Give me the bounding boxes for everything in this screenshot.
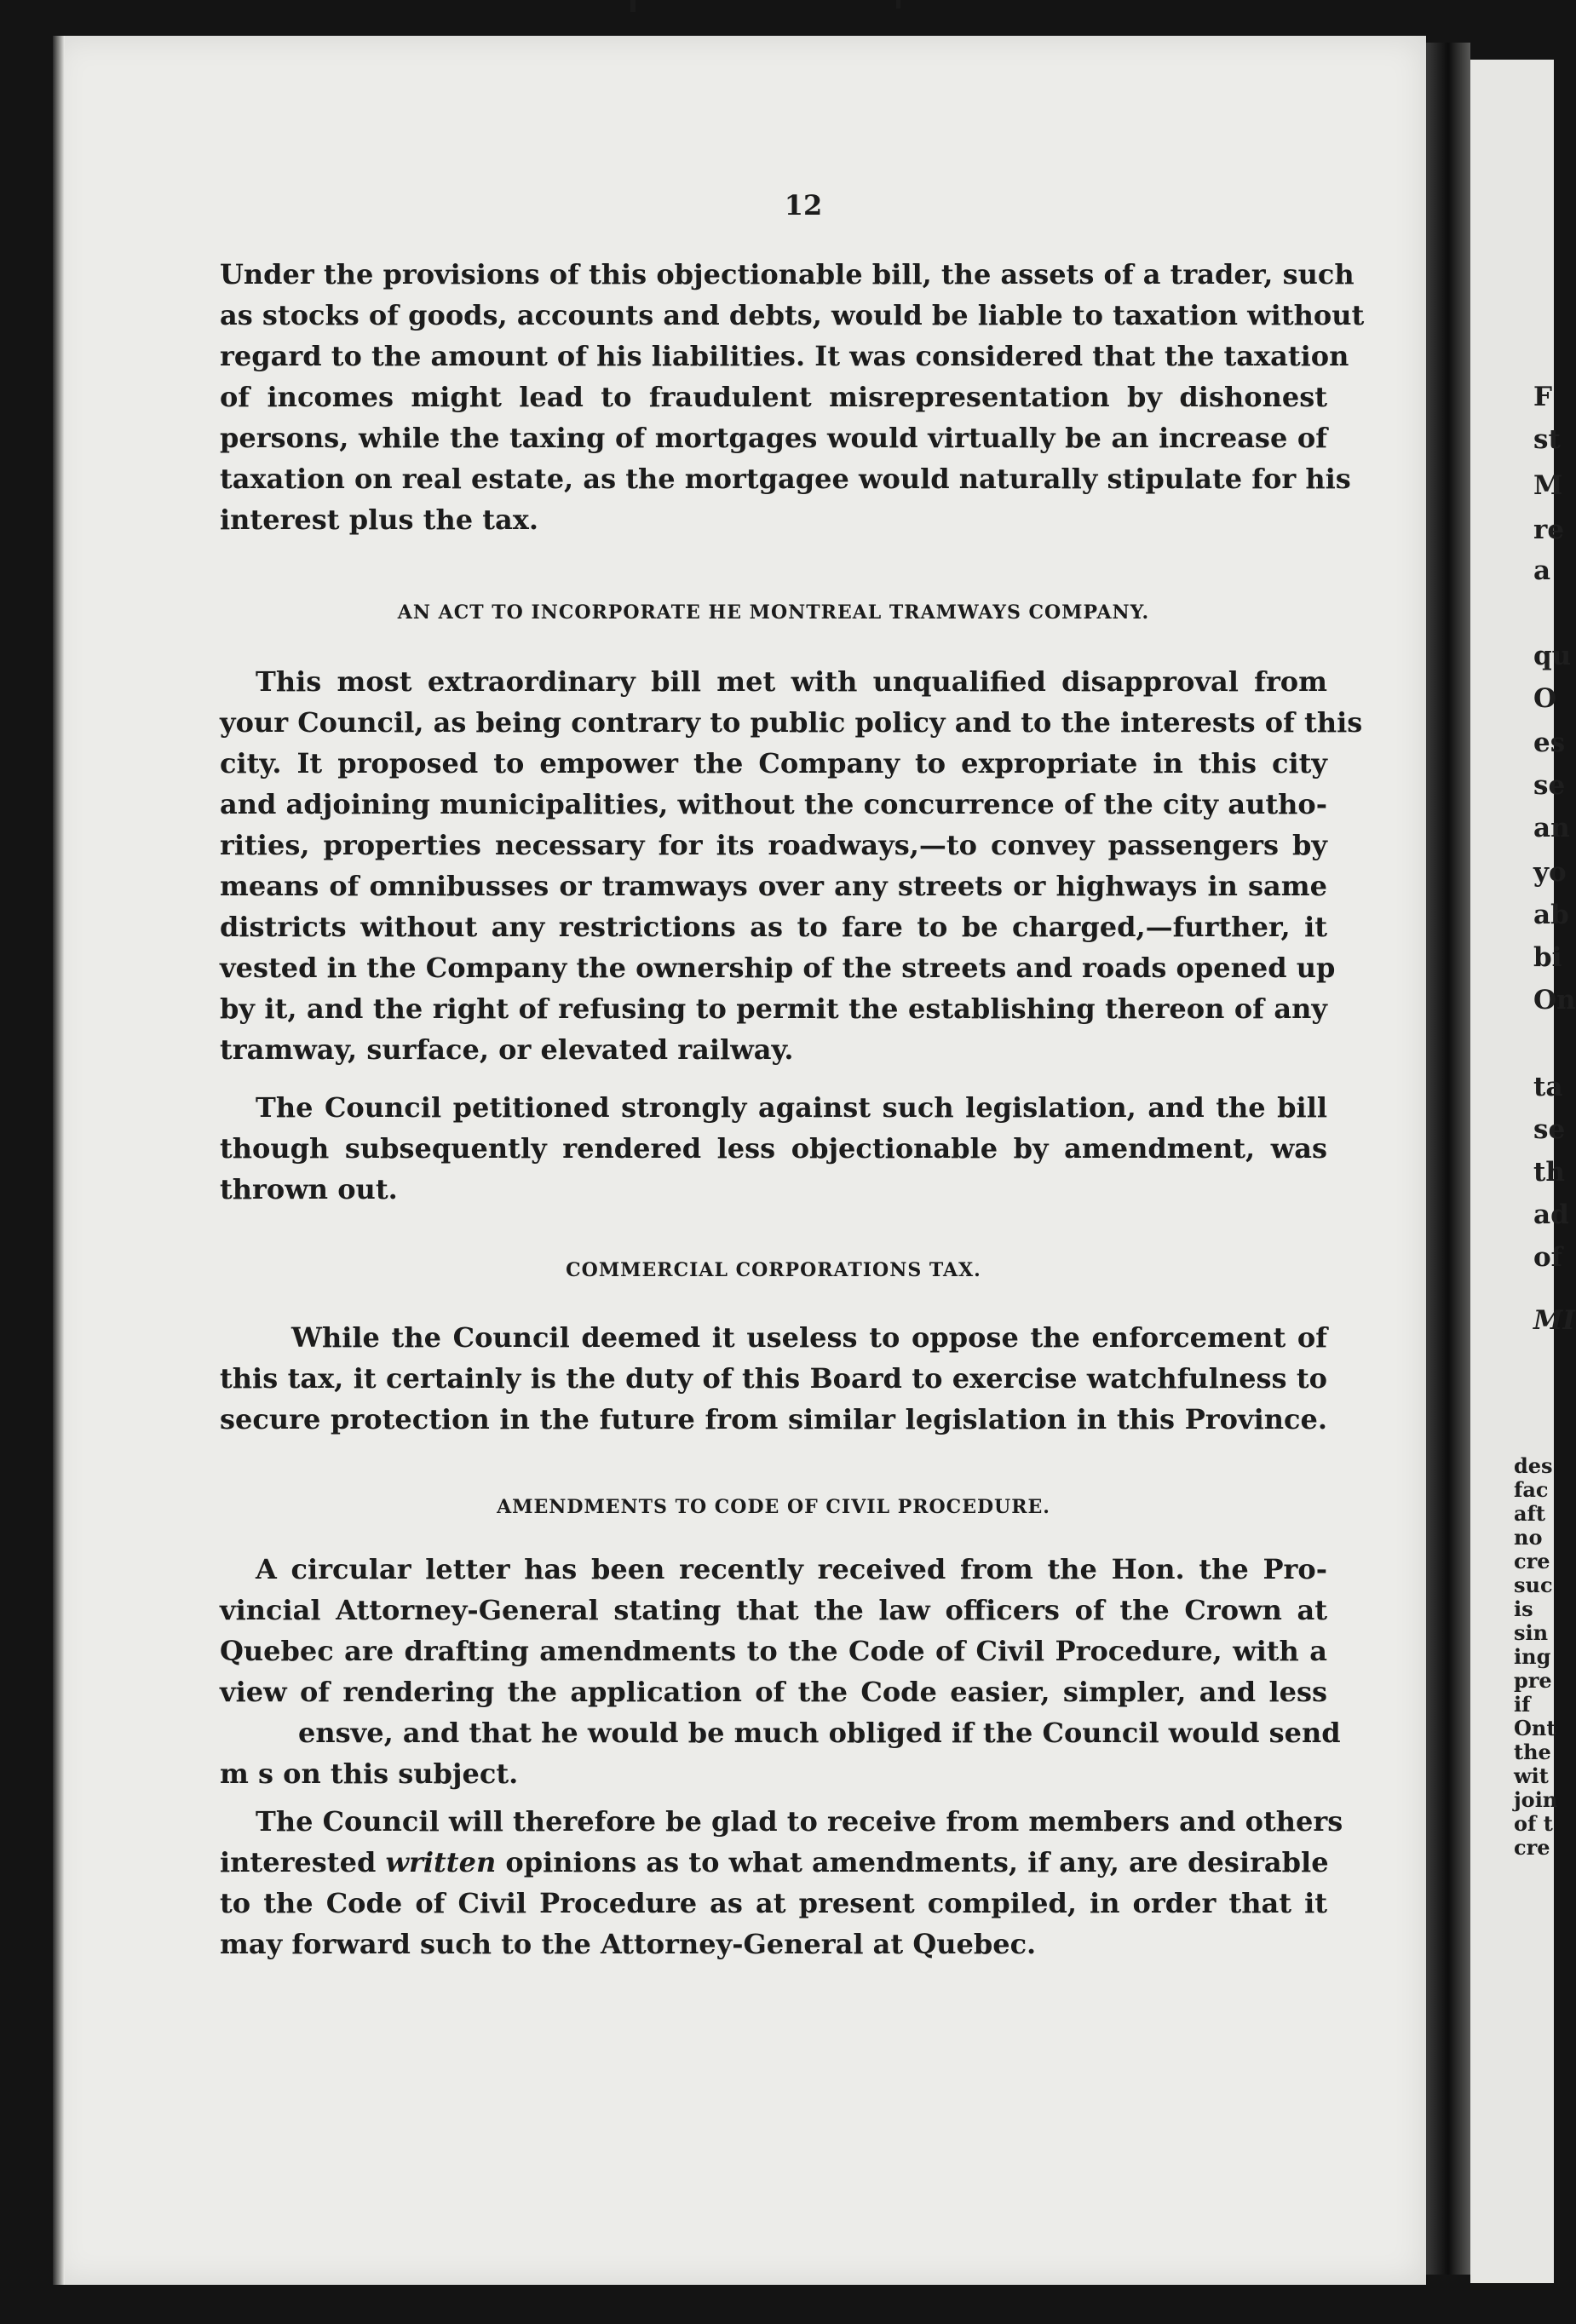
facing-fragment: is xyxy=(1514,1596,1533,1621)
text-line: The Council petitioned strongly against such legislation, and the bill xyxy=(256,1091,1327,1124)
text-line: Under the provisions of this objectionable bill, the assets of a trader, such xyxy=(220,258,1355,290)
text-line: view of rendering the application of the Code easier, simpler, and less xyxy=(220,1676,1327,1708)
text-line: vested in the Company the ownership of the streets and roads opened up xyxy=(220,952,1336,984)
text-line: means of omnibusses or tramways over any streets or highways in same xyxy=(220,870,1327,902)
facing-fragment: the xyxy=(1514,1740,1551,1764)
intro-paragraph xyxy=(220,254,1365,540)
facing-fragment: of t xyxy=(1514,1811,1553,1836)
text-line: m s on this subject. xyxy=(220,1757,519,1790)
facing-fragment: On xyxy=(1533,985,1576,1015)
text-line: of incomes might lead to fraudulent misrepresentation by dishonest xyxy=(220,381,1327,413)
emphasis-written: written xyxy=(385,1846,497,1878)
book-gutter xyxy=(1426,43,1470,2275)
scan-mark xyxy=(630,0,636,12)
facing-fragment: cre xyxy=(1514,1549,1550,1573)
text-line: tramway, surface, or elevated railway. xyxy=(220,1033,794,1066)
facing-fragment: aft xyxy=(1514,1501,1545,1526)
text-line: This most extraordinary bill met with unqualified disapproval from xyxy=(256,665,1327,698)
text-line: rities, properties necessary for its roadways,—to convey passengers by xyxy=(220,829,1327,861)
facing-fragment: ing xyxy=(1514,1644,1551,1669)
tramways-paragraph-1 xyxy=(220,661,1363,1070)
facing-fragment: qu xyxy=(1533,641,1572,671)
text-line: regard to the amount of his liabilities. It was considered that the taxation xyxy=(220,340,1349,372)
text-line: your Council, as being contrary to public policy and to the interests of this xyxy=(220,706,1363,739)
text-line: thrown out. xyxy=(220,1173,398,1205)
text-line: secure protection in the future from similar legislation in this Province. xyxy=(220,1403,1327,1435)
facing-fragment: yo xyxy=(1533,857,1567,888)
text-line: city. It proposed to empower the Company to expropriate in this city xyxy=(220,747,1327,779)
facing-fragment: join xyxy=(1514,1787,1558,1812)
facing-fragment: ta xyxy=(1533,1072,1563,1102)
text-line: Quebec are drafting amendments to the Code of Civil Procedure, with a xyxy=(220,1635,1327,1667)
facing-fragment: no xyxy=(1514,1525,1543,1550)
facing-fragment: wit xyxy=(1514,1763,1549,1788)
text-line: ensve, and that he would be much obliged if the Council would send xyxy=(298,1717,1341,1749)
section-heading-tramways: AN ACT TO INCORPORATE HE MONTREAL TRAMWAYS COMPANY. xyxy=(397,601,1150,624)
scan-mark xyxy=(896,0,900,9)
text-segment: interested xyxy=(220,1846,386,1878)
text-line: persons, while the taxing of mortgages would virtually be an increase of xyxy=(220,422,1327,454)
text-line: this tax, it certainly is the duty of this Board to exercise watchfulness to xyxy=(220,1362,1327,1395)
commercial-paragraph xyxy=(220,1317,1327,1440)
facing-fragment: O xyxy=(1533,683,1557,714)
text-line: though subsequently rendered less objectionable by amendment, was xyxy=(220,1132,1327,1165)
text-line: vincial Attorney-General stating that the law officers of the Crown at xyxy=(220,1594,1327,1626)
facing-fragment: st xyxy=(1533,424,1561,455)
facing-fragment: th xyxy=(1533,1157,1565,1188)
facing-fragment: a xyxy=(1533,555,1551,586)
facing-fragment: of xyxy=(1533,1242,1563,1273)
facing-fragment: sin xyxy=(1514,1620,1549,1645)
facing-fragment: ab xyxy=(1533,900,1569,930)
section-heading-civil-procedure: AMENDMENTS TO CODE OF CIVIL PROCEDURE. xyxy=(497,1496,1050,1518)
facing-fragment: MI xyxy=(1533,1305,1575,1336)
text-line: as stocks of goods, accounts and debts, would be liable to taxation without xyxy=(220,299,1365,331)
text-segment: opinions as to what amendments, if any, are desirable xyxy=(496,1846,1329,1878)
facing-fragment: Ont xyxy=(1514,1716,1556,1740)
facing-fragment: es xyxy=(1533,728,1566,758)
text-line: taxation on real estate, as the mortgagee would naturally stipulate for his xyxy=(220,463,1351,495)
text-line: While the Council deemed it useless to oppose the enforcement of xyxy=(291,1321,1327,1354)
facing-fragment: M xyxy=(1533,470,1563,501)
facing-fragment: se xyxy=(1533,770,1566,801)
text-line: and adjoining municipalities, without the concurrence of the city autho- xyxy=(220,788,1327,820)
page-number: 12 xyxy=(784,189,823,221)
text-line: districts without any restrictions as to fare to be charged,—further, it xyxy=(220,911,1327,943)
facing-fragment: pre xyxy=(1514,1668,1552,1693)
section-heading-commercial: COMMERCIAL CORPORATIONS TAX. xyxy=(566,1259,981,1281)
text-line xyxy=(220,1842,1327,1883)
facing-fragment: des xyxy=(1514,1453,1553,1478)
civil-procedure-paragraph-1 xyxy=(220,1549,1341,1794)
text-line: may forward such to the Attorney-General at Quebec. xyxy=(220,1928,1037,1960)
facing-fragment: cre xyxy=(1514,1835,1550,1860)
facing-fragment: suc xyxy=(1514,1573,1553,1597)
facing-fragment: an xyxy=(1533,813,1570,843)
civil-procedure-paragraph-2 xyxy=(220,1801,1343,1964)
facing-fragment: ad xyxy=(1533,1199,1569,1230)
facing-fragment: re xyxy=(1533,515,1565,545)
tramways-paragraph-2 xyxy=(220,1087,1327,1210)
facing-fragment: F xyxy=(1533,382,1553,412)
text-line: A circular letter has been recently received from the Hon. the Pro- xyxy=(256,1553,1327,1585)
text-line: The Council will therefore be glad to receive from members and others xyxy=(256,1805,1343,1838)
facing-fragment: fac xyxy=(1514,1477,1549,1502)
text-line: interest plus the tax. xyxy=(220,503,538,536)
facing-fragment: se xyxy=(1533,1114,1566,1145)
facing-fragment: bi xyxy=(1533,942,1562,973)
text-line: by it, and the right of refusing to permit the establishing thereon of any xyxy=(220,992,1327,1025)
facing-fragment: if xyxy=(1514,1692,1531,1717)
page-left-edge xyxy=(53,36,65,2285)
text-line: to the Code of Civil Procedure as at present compiled, in order that it xyxy=(220,1887,1327,1919)
